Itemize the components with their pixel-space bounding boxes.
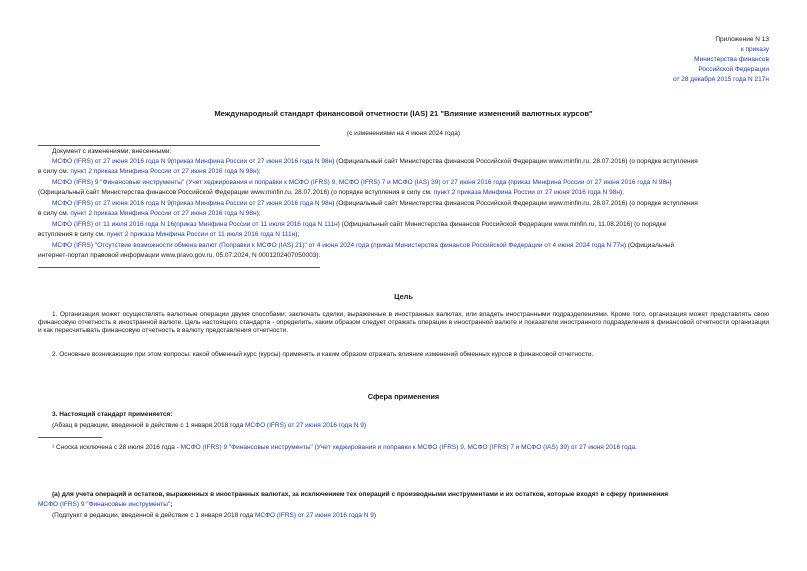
footnote-link[interactable]: МСФО (IFRS) 9 "Финансовые инструменты" (Учет хеджирования и поправки к МСФО (IFRS) 9, МСФО (IFRS) 7 и МСФО (IAS) 39) от 27 июня 2016 года: [180, 444, 635, 451]
change-item-3-line2: [38, 210, 261, 218]
pa-note-pre: (Подпункт в редакции, введенной в действие с 1 января 2018 года: [52, 512, 255, 519]
change-1-order-link[interactable]: приказ Минфина России от 27 июня 2016 года N 98н: [173, 158, 333, 165]
footnote-marker: ¹: [52, 444, 55, 451]
change-2-doc-link[interactable]: МСФО (IFRS) 9 "Финансовые инструменты" (Учет хеджирования и поправки к МСФО (IFRS) 9, МСФО (IFRS) 7 и МСФО (IAS) 39) от 27 июня 2016 года: [52, 179, 507, 186]
change-4-text: ) (Официальный сайт Министерства финансов Российской Федерации www.minfin.ru, 11.08.2016) (о порядке: [337, 221, 667, 228]
change-3-doc-link[interactable]: МСФО (IFRS) от 27 июня 2016 года N 9: [52, 200, 171, 207]
section-goal-heading: Цель: [394, 292, 413, 301]
change-4-clause-link[interactable]: пункт 2 приказа Минфина России от 11 июля 2016 года N 111н: [106, 231, 296, 238]
change-item-4-line2: [38, 231, 299, 239]
change-3-clause-link[interactable]: пункт 2 приказа Минфина России от 27 июня 2016 года N 98н: [70, 210, 257, 217]
change-1-clause-link[interactable]: пункт 2 приказа Минфина России от 27 июня 2016 года N 98н: [70, 168, 257, 175]
change-item-1: МСФО (IFRS) от 27 июня 2016 года N 9(приказ Минфина России от 27 июня 2016 года N 98н) (Официальный сайт Министерства финансов Российской Федерации www.minfin.ru, 28.07.2016) (о порядке вступления: [52, 158, 698, 165]
change-3-text: ) (Официальный сайт Министерства финансов Российской Федерации www.minfin.ru, 28.07.2016) (о порядке вступления: [332, 200, 698, 207]
pa-note-link[interactable]: МСФО (IFRS) от 27 июня 2016 года N 9: [254, 512, 374, 519]
header-ministry-link[interactable]: Министерства финансов: [694, 56, 769, 63]
header-order-link[interactable]: к приказу: [740, 46, 769, 53]
change-item-3: МСФО (IFRS) от 27 июня 2016 года N 9(приказ Минфина России от 27 июня 2016 года N 98н) (Официальный сайт Министерства финансов Российской Федерации www.minfin.ru, 28.07.2016) (о порядке вступления: [52, 200, 698, 207]
paragraph-3-note: [52, 422, 366, 430]
paragraph-1: 1. Организация может осуществлять валютные операции двумя способами: заключать сделки, выраженные в иностранных валютах, или владеть иностранными подразделениями. Кроме того, организация может представлять свою финансовую отчетность в иностранной валюте. Цель настоящего стандарта - определить, каким образом следует отражать операции в иностранной валюте и показатели иностранного подразделения в финансовой отчетности организации и как пересчитывать финансовую отчетность в валюту представления отчетности.: [38, 311, 769, 334]
paragraph-2: 2. Основные возникающие при этом вопросы: какой обменный курс (курсы) применять и каким образом отражать влияние изменений обменных курсов в финансовой отчетности.: [52, 351, 594, 358]
change-1-l2-post: );: [256, 168, 261, 175]
change-4-order-link[interactable]: приказ Минфина России от 11 июля 2016 года N 111н: [176, 221, 338, 228]
subparagraph-a-post: ;: [170, 501, 173, 508]
footnote: [52, 444, 637, 452]
change-item-5: МСФО (IFRS) "Отсутствие возможности обмена валют (Поправки к МСФО (IAS) 21)" от 4 июня 2024 года (приказ Министерства финансов Российской Федерации от 4 июня 2024 года N 77н) (Официальный: [52, 242, 675, 249]
change-1-text: ) (Официальный сайт Министерства финансов Российской Федерации www.minfin.ru, 28.07.2016) (о порядке вступления: [332, 158, 698, 165]
change-3-l2-pre: в силу см.: [38, 210, 71, 217]
subparagraph-a-note: [52, 512, 376, 520]
change-item-2-line2: [38, 189, 624, 197]
subparagraph-a-line2: [38, 501, 172, 509]
change-4-l2-pre: вступления в силу см.: [38, 231, 107, 238]
section-scope-heading: Сфера применения: [367, 392, 440, 401]
change-4-l2-post: );: [295, 231, 300, 238]
change-3-l2-post: );: [256, 210, 261, 217]
header-date-link[interactable]: от 28 декабря 2015 года N 217н: [672, 76, 769, 83]
paragraph-3: 3. Настоящий стандарт применяется:: [52, 411, 173, 418]
change-5-doc-link[interactable]: МСФО (IFRS) "Отсутствие возможности обмена валют (Поправки к МСФО (IAS) 21)" от 4 июня 2024 года: [52, 242, 370, 249]
footnote-divider: [38, 437, 102, 438]
change-item-2: МСФО (IFRS) 9 "Финансовые инструменты" (Учет хеджирования и поправки к МСФО (IFRS) 9, МСФО (IFRS) 7 и МСФО (IAS) 39) от 27 июня 2016 года (приказ Минфина России от 27 июня 2016 года N 98н): [52, 179, 672, 186]
subparagraph-a: (a) для учета операций и остатков, выраженных в иностранных валютах, за исключением тех операций с производными инструментами и их остатков, которые входят в сферу применения: [52, 491, 669, 498]
appendix-number: Приложение N 13: [715, 36, 769, 43]
change-2-l2-post: );: [619, 189, 624, 196]
footnote-post: .: [635, 444, 637, 451]
p3-note-link[interactable]: МСФО (IFRS) от 27 июня 2016 года N 9: [245, 422, 364, 429]
change-1-l2-pre: в силу см.: [38, 168, 71, 175]
change-item-5-line2: интернет-портал правовой информации www.pravo.gov.ru, 05.07.2024, N 0001202407050003).: [38, 252, 321, 259]
change-2-l2-pre: (Официальный сайт Министерства финансов Российской Федерации www.minfin.ru, 28.07.2016) (о порядке вступления в силу см.: [38, 189, 434, 196]
change-5-text: ) (Официальный: [623, 242, 675, 249]
changes-bottom-divider: [38, 267, 320, 268]
change-1-doc-link[interactable]: МСФО (IFRS) от 27 июня 2016 года N 9: [52, 158, 171, 165]
page-subtitle: (с изменениями на 4 июня 2024 года): [346, 130, 461, 137]
subparagraph-a-link[interactable]: МСФО (IFRS) 9 "Финансовые инструменты": [38, 501, 171, 508]
change-item-1-line2: [38, 168, 261, 176]
change-5-order-link[interactable]: приказ Министерства финансов Российской Федерации от 4 июня 2024 года N 77н: [373, 242, 624, 249]
header-federation-link[interactable]: Российской Федерации: [698, 66, 769, 73]
pa-note-post: ): [373, 512, 377, 519]
p3-note-pre: (Абзац в редакции, введенной в действие с 1 января 2018 года: [52, 422, 246, 429]
footnote-pre: Сноска исключена с 28 июля 2016 года -: [54, 444, 181, 451]
p3-note-post: ): [363, 422, 367, 429]
change-2-order-link[interactable]: приказ Минфина России от 27 июня 2016 года N 98н: [510, 179, 670, 186]
change-2-clause-link[interactable]: пункт 2 приказа Минфина России от 27 июня 2016 года N 98н: [433, 189, 620, 196]
change-item-4: МСФО (IFRS) от 11 июля 2016 года N 16(приказ Минфина России от 11 июля 2016 года N 111н) (Официальный сайт Министерства финансов Российской Федерации www.minfin.ru, 11.08.2016) (о порядке: [52, 221, 667, 228]
change-3-order-link[interactable]: приказ Минфина России от 27 июня 2016 года N 98н: [173, 200, 333, 207]
changes-top-divider: [38, 145, 320, 146]
page-title: Международный стандарт финансовой отчетности (IAS) 21 "Влияние изменений валютных курсов": [214, 109, 593, 118]
changes-intro: Документ с изменениями, внесенными:: [52, 148, 172, 155]
change-4-doc-link[interactable]: МСФО (IFRS) от 11 июля 2016 года N 16: [52, 221, 175, 228]
